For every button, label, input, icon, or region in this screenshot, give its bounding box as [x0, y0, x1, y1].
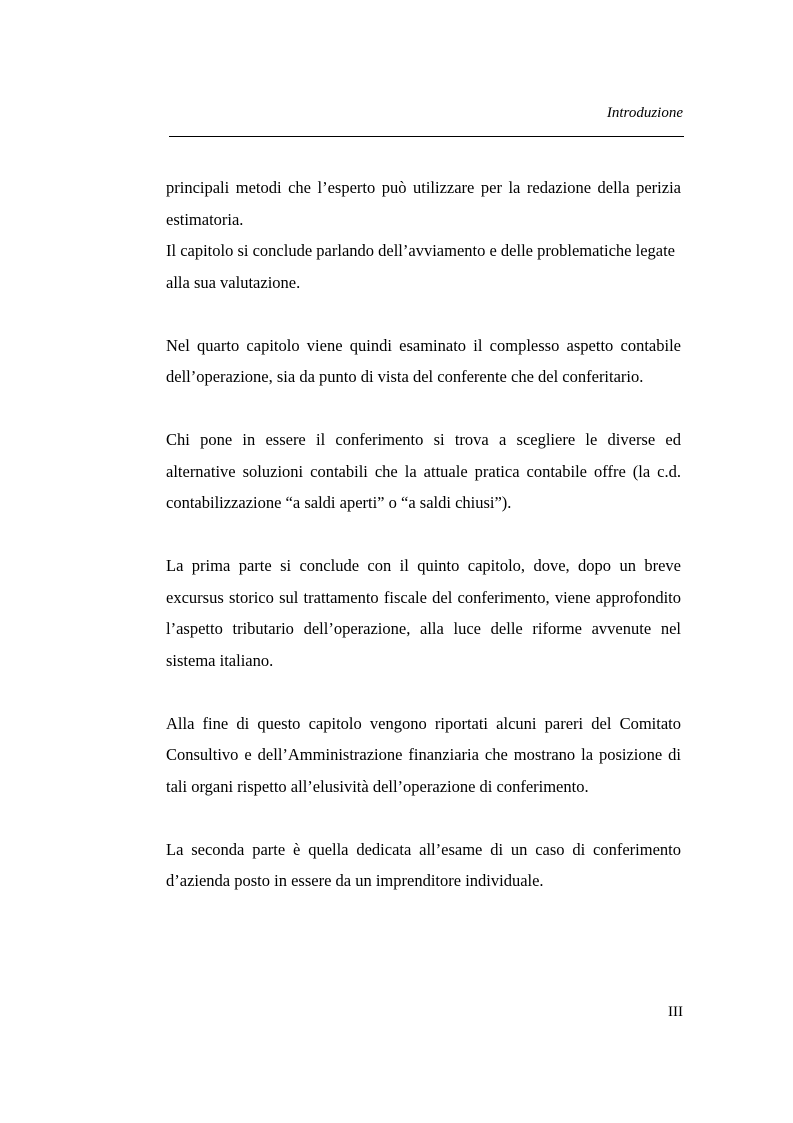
paragraph-gap	[166, 298, 681, 330]
paragraph: principali metodi che l’esperto può utilizzare per la redazione della perizia estimatoria.	[166, 178, 681, 229]
paragraph-gap	[166, 393, 681, 425]
paragraph: La seconda parte è quella dedicata all’esame di un caso di conferimento d’azienda posto in essere da un imprenditore individuale.	[166, 839, 681, 890]
paragraph: La prima parte si conclude con il quinto capitolo, dove, dopo un breve excursus storico sul trattamento fiscale del conferimento, viene approfondito l’aspetto tributario dell’operazione, alla luce delle riforme avvenute nel sistema italiano.	[166, 556, 681, 670]
paragraph: Nel quarto capitolo viene quindi esaminato il complesso aspetto contabile dell’operazione, sia da punto di vista del conferente che del conferitario.	[166, 335, 681, 386]
page-number: III	[668, 1004, 683, 1020]
paragraph: Chi pone in essere il conferimento si trova a scegliere le diverse ed alternative soluzioni contabili che la attuale pratica contabile offre (la c.d. contabilizzazione “a saldi aperti” o “a saldi chiusi”).	[166, 430, 681, 512]
paragraph-gap	[166, 519, 681, 551]
header-divider	[169, 136, 684, 137]
paragraph-gap	[166, 802, 681, 834]
body-text	[166, 172, 681, 897]
paragraph-gap	[166, 676, 681, 708]
paragraph: Alla fine di questo capitolo vengono riportati alcuni pareri del Comitato Consultivo e dell’Amministrazione finanziaria che mostrano la posizione di tali organi rispetto all’elusività dell’operazione di conferimento.	[166, 713, 681, 796]
paragraph: Il capitolo si conclude parlando dell’avviamento e delle problematiche legate alla sua valutazione.	[166, 241, 676, 292]
running-header-title: Introduzione	[606, 105, 683, 121]
